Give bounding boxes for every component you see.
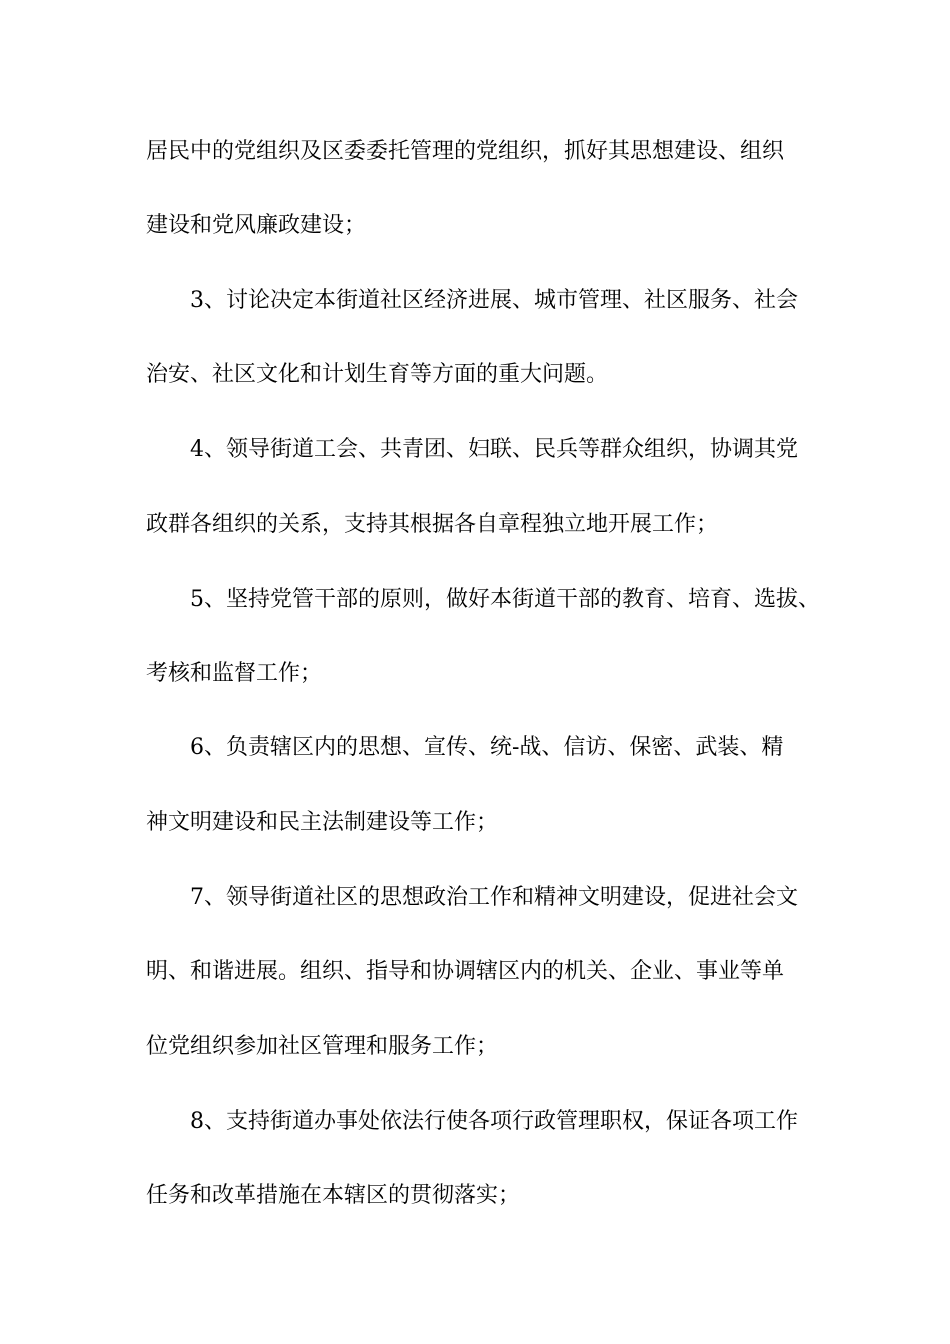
text-line: 居民中的党组织及区委委托管理的党组织，抓好其思想建设、组织 (146, 139, 785, 164)
text-line: 治安、社区文化和计划生育等方面的重大问题。 (146, 362, 609, 387)
text-line: 4、领导街道工会、共青团、妇联、民兵等群众组织，协调其党 (190, 437, 798, 462)
text-line: 6、负责辖区内的思想、宣传、统-战、信访、保密、武装、精 (190, 735, 784, 760)
text-line: 建设和党风廉政建设； (146, 213, 367, 238)
text-line: 位党组织参加社区管理和服务工作； (146, 1034, 499, 1059)
text-line: 明、和谐进展。组织、指导和协调辖区内的机关、企业、事业等单 (146, 959, 785, 984)
text-line: 8、支持街道办事处依法行使各项行政管理职权，保证各项工作 (190, 1109, 798, 1134)
text-line: 考核和监督工作； (146, 661, 323, 686)
text-line: 7、领导街道社区的思想政治工作和精神文明建设，促进社会文 (190, 885, 798, 910)
text-line: 任务和改革措施在本辖区的贯彻落实； (146, 1183, 521, 1208)
text-line: 神文明建设和民主法制建设等工作； (146, 810, 499, 835)
text-line: 政群各组织的关系，支持其根据各自章程独立地开展工作； (146, 512, 719, 537)
text-line: 5、坚持党管干部的原则，做好本街道干部的教育、培育、选拔、 (190, 587, 820, 612)
text-line: 3、讨论决定本街道社区经济进展、城市管理、社区服务、社会 (190, 288, 798, 313)
